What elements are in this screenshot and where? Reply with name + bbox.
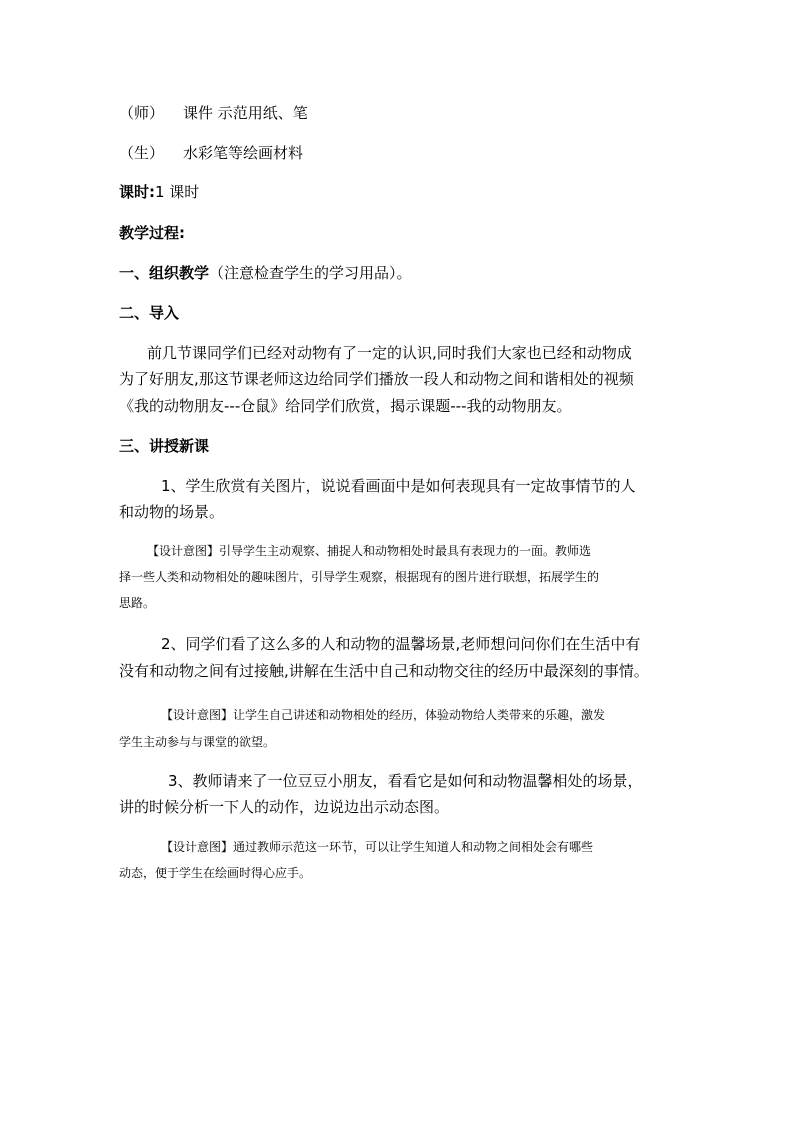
step-1-design-line-2: 择一些人类和动物相处的趣味图片，引导学生观察，根据现有的图片进行联想，拓展学生的 <box>119 570 600 584</box>
step-3-design-line-1: 【设计意图】通过教师示范这一环节，可以让学生知道人和动物之间相处会有哪些 <box>161 840 594 854</box>
step-1-design-line-3: 思路。 <box>119 596 156 610</box>
step-3-line-2: 讲的时候分析一下人的动作，边说边出示动态图。 <box>119 798 450 816</box>
section-1-title: 一、组织教学 <box>119 264 210 282</box>
step-2-design-line-2: 学生主动参与与课堂的欲望。 <box>119 735 276 749</box>
class-hours-text: 1 课时 <box>155 183 200 201</box>
step-1-line-2: 和动物的场景。 <box>119 503 225 521</box>
materials-teacher-text: 课件 示范用纸、笔 <box>183 104 308 122</box>
class-hours-label: 课时: <box>119 183 155 201</box>
step-2-design-line-1: 【设计意图】让学生自己讲述和动物相处的经历，体验动物给人类带来的乐趣，激发 <box>161 708 606 722</box>
materials-student-text: 水彩笔等绘画材料 <box>183 144 304 162</box>
step-2-line-2: 没有和动物之间有过接触,讲解在生活中自己和动物交往的经历中最深刻的事情。 <box>119 662 649 680</box>
materials-teacher-label: （师） <box>119 104 165 122</box>
teaching-process-heading: 教学过程: <box>119 224 185 242</box>
materials-student-label: （生） <box>119 144 165 162</box>
step-3-line-1: 3、教师请来了一位豆豆小朋友，看看它是如何和动物温馨相处的场景， <box>168 772 643 790</box>
section-2-title: 二、导入 <box>119 304 180 322</box>
section-1 <box>119 263 412 283</box>
step-3-design-line-2: 动态，便于学生在绘画时得心应手。 <box>119 866 312 880</box>
step-1-line-1: 1、学生欣赏有关图片，说说看画面中是如何表现具有一定故事情节的人 <box>161 477 636 495</box>
section-1-note: （注意检查学生的学习用品）。 <box>209 264 412 282</box>
class-hours <box>119 182 199 202</box>
step-1-design-line-1: 【设计意图】引导学生主动观察、捕捉人和动物相处时最具有表现力的一面。教师选 <box>147 544 592 558</box>
section-3-title: 三、讲授新课 <box>119 437 210 455</box>
step-2-line-1: 2、同学们看了这么多的人和动物的温馨场景,老师想问问你们在生活中有 <box>161 635 641 653</box>
materials-student <box>119 143 303 163</box>
section-2-line-2: 为了好朋友,那这节课老师这边给同学们播放一段人和动物之间和谐相处的视频 <box>119 370 634 388</box>
section-2-line-1: 前几节课同学们已经对动物有了一定的认识,同时我们大家也已经和动物成 <box>147 344 632 362</box>
section-2-line-3: 《我的动物朋友---仓鼠》给同学们欣赏，揭示课题---我的动物朋友。 <box>119 397 572 415</box>
materials-teacher <box>119 103 308 123</box>
